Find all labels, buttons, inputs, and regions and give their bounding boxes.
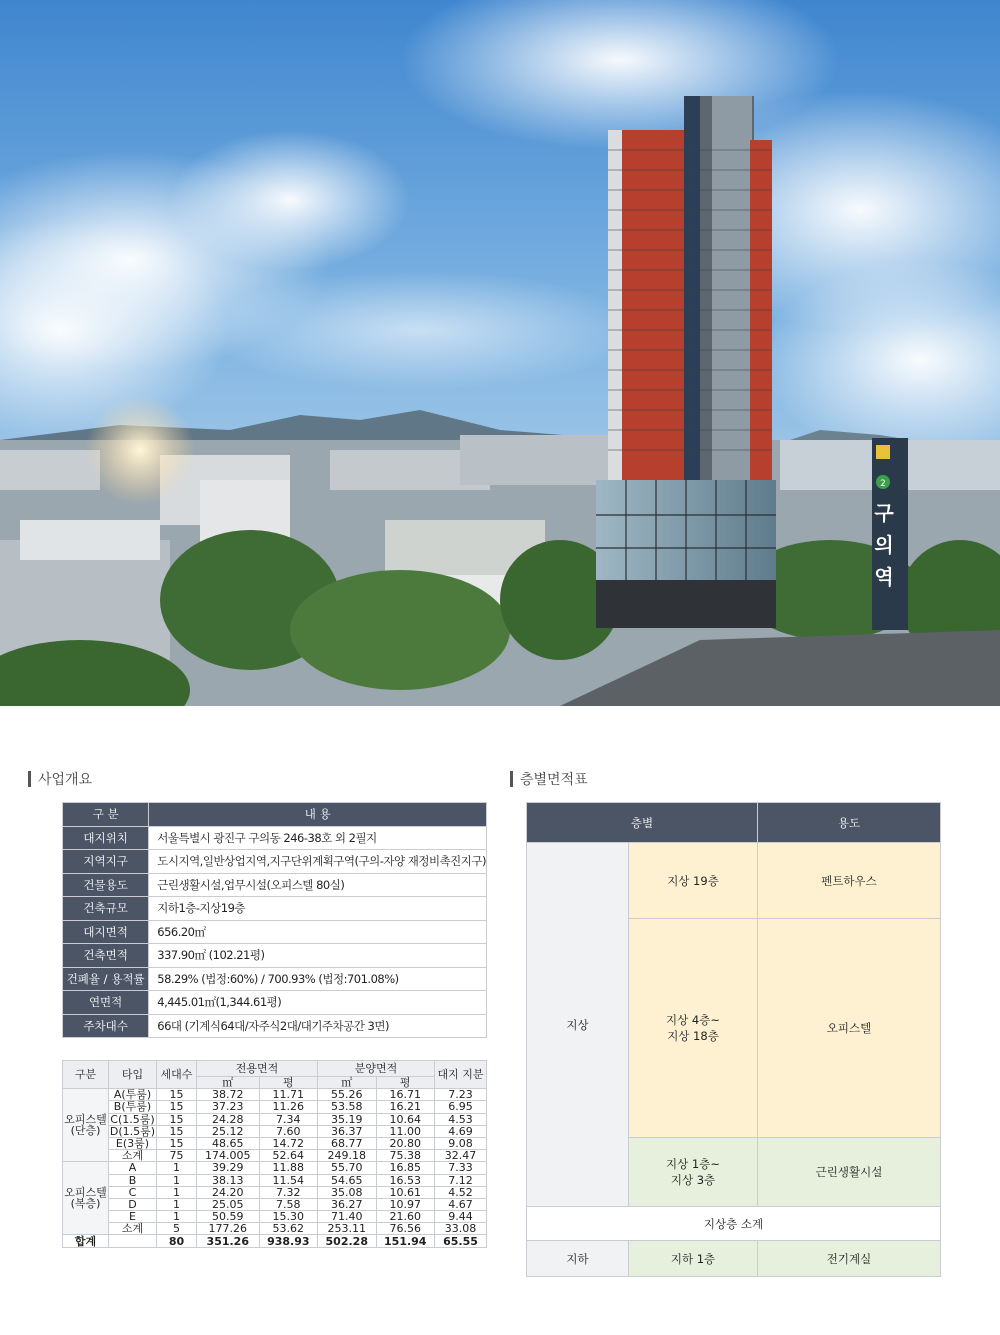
unit-cell: 7.33 bbox=[435, 1162, 487, 1174]
unit-cell: 11.71 bbox=[259, 1089, 317, 1101]
unit-cell: 35.19 bbox=[318, 1113, 376, 1125]
overview-row-value: 4,445.01㎡(1,344.61평) bbox=[149, 991, 487, 1015]
unit-cell: 소계 bbox=[109, 1150, 157, 1162]
floor-cell-1-3-line1: 지상 1층~ bbox=[666, 1157, 720, 1171]
unit-row bbox=[63, 1125, 487, 1137]
unit-cell: A(투룸) bbox=[109, 1089, 157, 1101]
unit-total-cell: 151.94 bbox=[376, 1235, 435, 1247]
unit-cell: C bbox=[109, 1186, 157, 1198]
unit-cell: 15 bbox=[157, 1101, 197, 1113]
overview-row-value: 지하1층-지상19층 bbox=[149, 897, 487, 921]
unit-header-gubun: 구분 bbox=[63, 1061, 109, 1089]
overview-row-label: 연면적 bbox=[63, 991, 149, 1015]
floors-header-col1: 층별 bbox=[527, 803, 758, 843]
overview-row-label: 건축면적 bbox=[63, 944, 149, 968]
floors-subtotal-label: 지상층 소계 bbox=[527, 1207, 941, 1241]
station-sign-char-3: 역 bbox=[874, 565, 894, 589]
unit-row bbox=[63, 1198, 487, 1210]
station-line-badge: 2 bbox=[880, 479, 886, 489]
unit-row bbox=[63, 1186, 487, 1198]
unit-cell: 53.62 bbox=[259, 1223, 317, 1235]
unit-cell: 24.28 bbox=[197, 1113, 260, 1125]
unit-header-sale: 분양면적 bbox=[318, 1061, 435, 1077]
unit-cell: 1 bbox=[157, 1186, 197, 1198]
unit-cell: 52.64 bbox=[259, 1150, 317, 1162]
unit-cell: 39.29 bbox=[197, 1162, 260, 1174]
unit-cell: 16.21 bbox=[376, 1101, 435, 1113]
unit-cell: 11.26 bbox=[259, 1101, 317, 1113]
unit-cell: 4.53 bbox=[435, 1113, 487, 1125]
unit-header-pyeong-1: 평 bbox=[259, 1077, 317, 1089]
unit-cell: 7.23 bbox=[435, 1089, 487, 1101]
unit-cell: 4.52 bbox=[435, 1186, 487, 1198]
use-cell-officetel: 오피스텔 bbox=[758, 919, 941, 1138]
unit-cell: 75 bbox=[157, 1150, 197, 1162]
unit-cell: 15.30 bbox=[259, 1211, 317, 1223]
unit-cell: 11.88 bbox=[259, 1162, 317, 1174]
unit-row bbox=[63, 1089, 487, 1101]
floor-cell-1-3-line2: 지상 3층 bbox=[670, 1173, 716, 1187]
unit-group-label-line2: (단층) bbox=[70, 1124, 101, 1138]
unit-cell: 38.72 bbox=[197, 1089, 260, 1101]
unit-total-cell: 65.55 bbox=[435, 1235, 487, 1247]
unit-cell: 15 bbox=[157, 1089, 197, 1101]
overview-row-value: 58.29% (법정:60%) / 700.93% (법정:701.08%) bbox=[149, 967, 487, 991]
unit-cell: 25.05 bbox=[197, 1198, 260, 1210]
unit-group-label-line1: 오피스텔 bbox=[64, 1186, 107, 1200]
overview-title: 사업개요 bbox=[38, 772, 93, 788]
floor-cell-19: 지상 19층 bbox=[629, 843, 758, 919]
unit-cell: 55.70 bbox=[318, 1162, 376, 1174]
unit-cell: 9.44 bbox=[435, 1211, 487, 1223]
unit-row bbox=[63, 1162, 487, 1174]
overview-row-value: 서울특별시 광진구 구의동 246-38호 외 2필지 bbox=[149, 826, 487, 850]
unit-total-cell: 80 bbox=[157, 1235, 197, 1247]
unit-cell: 10.64 bbox=[376, 1113, 435, 1125]
unit-cell: 1 bbox=[157, 1174, 197, 1186]
unit-group-label-line1: 오피스텔 bbox=[64, 1113, 107, 1127]
unit-cell: 48.65 bbox=[197, 1137, 260, 1149]
overview-body bbox=[63, 826, 487, 1038]
overview-row-label: 지역지구 bbox=[63, 850, 149, 874]
unit-header-sqm-1: ㎡ bbox=[197, 1077, 260, 1089]
unit-cell: 50.59 bbox=[197, 1211, 260, 1223]
unit-area-table bbox=[62, 1060, 487, 1248]
overview-row bbox=[63, 826, 487, 850]
unit-cell: 38.13 bbox=[197, 1174, 260, 1186]
overview-row-value: 66대 (기계식64대/자주식2대/대기주차공간 3면) bbox=[149, 1014, 487, 1038]
unit-total-cell: 합계 bbox=[63, 1235, 109, 1247]
title-bar-icon bbox=[28, 771, 31, 787]
overview-row-label: 주차대수 bbox=[63, 1014, 149, 1038]
unit-cell: D(1.5룸) bbox=[109, 1124, 156, 1138]
unit-cell: 1 bbox=[157, 1162, 197, 1174]
unit-cell: 37.23 bbox=[197, 1101, 260, 1113]
unit-cell: 4.69 bbox=[435, 1125, 487, 1137]
use-cell-penthouse: 펜트하우스 bbox=[758, 843, 941, 919]
floors-header-row bbox=[527, 803, 941, 843]
unit-cell: 15 bbox=[157, 1125, 197, 1137]
overview-row bbox=[63, 944, 487, 968]
title-bar-icon bbox=[510, 771, 513, 787]
overview-row bbox=[63, 920, 487, 944]
floor-row-penthouse bbox=[527, 843, 941, 919]
floor-row-subtotal bbox=[527, 1207, 941, 1241]
unit-cell: B bbox=[109, 1174, 157, 1186]
unit-cell: 249.18 bbox=[318, 1150, 376, 1162]
unit-cell: 68.77 bbox=[318, 1137, 376, 1149]
unit-cell: 7.32 bbox=[259, 1186, 317, 1198]
overview-row bbox=[63, 1014, 487, 1038]
unit-header-sqm-2: ㎡ bbox=[318, 1077, 376, 1089]
overview-row-label: 대지위치 bbox=[63, 826, 149, 850]
overview-row bbox=[63, 967, 487, 991]
overview-row-label: 건폐율 / 용적률 bbox=[63, 967, 149, 991]
unit-total-row bbox=[63, 1235, 487, 1247]
unit-row bbox=[63, 1211, 487, 1223]
unit-row bbox=[63, 1223, 487, 1235]
unit-row bbox=[63, 1150, 487, 1162]
overview-row-value: 337.90㎡ (102.21평) bbox=[149, 944, 487, 968]
unit-cell: 1 bbox=[157, 1198, 197, 1210]
unit-cell: 76.56 bbox=[376, 1223, 435, 1235]
unit-row bbox=[63, 1137, 487, 1149]
floor-cell-4-18-line1: 지상 4층~ bbox=[666, 1013, 720, 1027]
unit-total-cell: 938.93 bbox=[259, 1235, 317, 1247]
overview-row-value: 도시지역,일반상업지역,지구단위계획구역(구의-자양 재정비촉진지구) bbox=[149, 850, 487, 874]
floor-cell-b1: 지하 1층 bbox=[629, 1241, 758, 1277]
floor-cell-4-18 bbox=[629, 919, 758, 1138]
overview-row bbox=[63, 991, 487, 1015]
unit-cell: 36.37 bbox=[318, 1125, 376, 1137]
unit-total-cell: 502.28 bbox=[318, 1235, 376, 1247]
unit-header-count: 세대수 bbox=[157, 1061, 197, 1089]
unit-header-land: 대지 지분 bbox=[435, 1061, 487, 1089]
overview-row bbox=[63, 850, 487, 874]
floor-cell-4-18-line2: 지상 18층 bbox=[667, 1029, 719, 1043]
overview-row-value: 근린생활시설,업무시설(오피스텔 80실) bbox=[149, 873, 487, 897]
overview-header-col2: 내 용 bbox=[149, 803, 487, 827]
unit-cell: 16.53 bbox=[376, 1174, 435, 1186]
unit-group-label bbox=[63, 1162, 109, 1235]
overview-header-col1: 구 분 bbox=[63, 803, 149, 827]
floors-title: 층별면적표 bbox=[520, 772, 588, 788]
unit-cell: 253.11 bbox=[318, 1223, 376, 1235]
unit-row bbox=[63, 1101, 487, 1113]
overview-row-label: 건물용도 bbox=[63, 873, 149, 897]
unit-group-label bbox=[63, 1089, 109, 1162]
unit-cell: 11.00 bbox=[376, 1125, 435, 1137]
unit-cell: 174.005 bbox=[197, 1150, 260, 1162]
unit-cell: 소계 bbox=[109, 1223, 157, 1235]
unit-row bbox=[63, 1174, 487, 1186]
unit-cell: 53.58 bbox=[318, 1101, 376, 1113]
unit-cell: D bbox=[109, 1198, 157, 1210]
unit-cell: 71.40 bbox=[318, 1211, 376, 1223]
unit-cell: 10.97 bbox=[376, 1198, 435, 1210]
unit-cell: 7.12 bbox=[435, 1174, 487, 1186]
overview-row-label: 대지면적 bbox=[63, 920, 149, 944]
floor-row-basement bbox=[527, 1241, 941, 1277]
unit-cell: 33.08 bbox=[435, 1223, 487, 1235]
unit-cell: E bbox=[109, 1211, 157, 1223]
unit-cell: 177.26 bbox=[197, 1223, 260, 1235]
unit-cell: 20.80 bbox=[376, 1137, 435, 1149]
unit-cell: B(투룸) bbox=[109, 1101, 157, 1113]
unit-group-label-line2: (복층) bbox=[70, 1197, 101, 1211]
floor-cell-1-3 bbox=[629, 1138, 758, 1207]
unit-row bbox=[63, 1113, 487, 1125]
unit-cell: 11.54 bbox=[259, 1174, 317, 1186]
unit-cell: E(3룸) bbox=[109, 1137, 157, 1149]
unit-cell: 1 bbox=[157, 1211, 197, 1223]
unit-cell: 16.71 bbox=[376, 1089, 435, 1101]
floors-above-label: 지상 bbox=[527, 843, 629, 1207]
unit-cell: 36.27 bbox=[318, 1198, 376, 1210]
station-sign-char-2: 의 bbox=[874, 533, 894, 557]
section-title-overview bbox=[28, 769, 92, 789]
unit-total-cell: 351.26 bbox=[197, 1235, 260, 1247]
unit-total-cell bbox=[109, 1235, 157, 1247]
floor-area-table bbox=[526, 802, 941, 1277]
unit-cell: 6.95 bbox=[435, 1101, 487, 1113]
use-cell-electrical: 전기계실 bbox=[758, 1241, 941, 1277]
unit-header-exclusive: 전용면적 bbox=[197, 1061, 318, 1077]
unit-area-body bbox=[63, 1089, 487, 1247]
unit-cell: 7.60 bbox=[259, 1125, 317, 1137]
unit-cell: 10.61 bbox=[376, 1186, 435, 1198]
unit-cell: 24.20 bbox=[197, 1186, 260, 1198]
floors-below-label: 지하 bbox=[527, 1241, 629, 1277]
station-sign-char-1: 구 bbox=[874, 501, 894, 525]
unit-cell: 4.67 bbox=[435, 1198, 487, 1210]
unit-cell: 14.72 bbox=[259, 1137, 317, 1149]
unit-cell: C(1.5룸) bbox=[110, 1112, 155, 1126]
floors-header-col2: 용도 bbox=[758, 803, 941, 843]
unit-cell: 75.38 bbox=[376, 1150, 435, 1162]
unit-cell: 5 bbox=[157, 1223, 197, 1235]
overview-row-label: 건축규모 bbox=[63, 897, 149, 921]
unit-cell: A bbox=[109, 1162, 157, 1174]
unit-header-pyeong-2: 평 bbox=[376, 1077, 435, 1089]
use-cell-retail: 근린생활시설 bbox=[758, 1138, 941, 1207]
unit-cell: 16.85 bbox=[376, 1162, 435, 1174]
overview-row bbox=[63, 897, 487, 921]
unit-cell: 54.65 bbox=[318, 1174, 376, 1186]
unit-cell: 7.34 bbox=[259, 1113, 317, 1125]
overview-row bbox=[63, 873, 487, 897]
unit-cell: 21.60 bbox=[376, 1211, 435, 1223]
unit-cell: 9.08 bbox=[435, 1137, 487, 1149]
overview-row-value: 656.20㎡ bbox=[149, 920, 487, 944]
unit-cell: 15 bbox=[157, 1137, 197, 1149]
unit-cell: 25.12 bbox=[197, 1125, 260, 1137]
overview-header-row bbox=[63, 803, 487, 827]
unit-cell: 7.58 bbox=[259, 1198, 317, 1210]
overview-table bbox=[62, 802, 487, 1038]
unit-cell: 15 bbox=[157, 1113, 197, 1125]
unit-cell: 32.47 bbox=[435, 1150, 487, 1162]
unit-header-type: 타입 bbox=[109, 1061, 157, 1089]
unit-cell: 35.08 bbox=[318, 1186, 376, 1198]
unit-cell: 55.26 bbox=[318, 1089, 376, 1101]
section-title-floors bbox=[510, 769, 588, 789]
unit-header-row-1 bbox=[63, 1061, 487, 1077]
